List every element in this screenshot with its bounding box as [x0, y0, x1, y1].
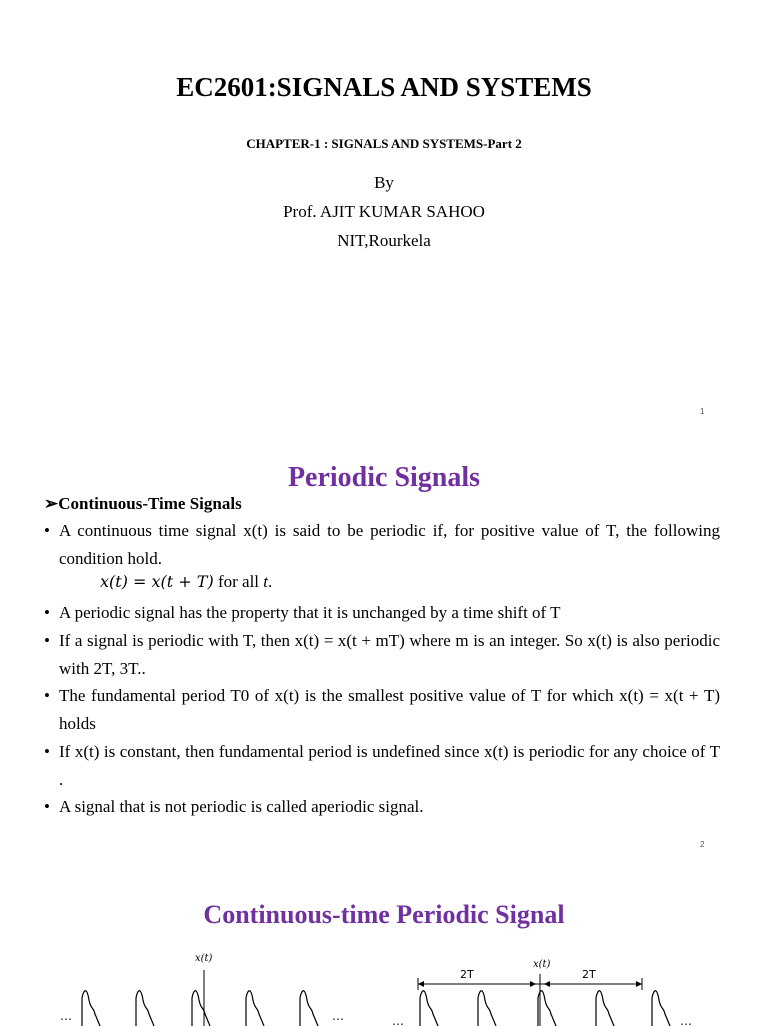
title-slide	[0, 0, 768, 432]
bullet-text: A periodic signal has the property that it is unchanged by a time shift of T	[59, 603, 561, 622]
institution: NIT,Rourkela	[337, 231, 431, 250]
equation-rest: for all	[213, 572, 264, 591]
bullet-item	[44, 793, 720, 821]
pulse-period	[478, 991, 496, 1026]
equation-formula: x(t) = x(t + T)	[100, 572, 214, 591]
arrow-right-icon	[530, 981, 536, 987]
equation-end: .	[268, 572, 273, 591]
arrow-left-icon	[544, 981, 550, 987]
pulse-period	[538, 991, 556, 1026]
page-number: 2	[700, 840, 705, 849]
pulse-period	[300, 991, 318, 1026]
section-label: Continuous-Time Signals	[58, 494, 242, 513]
bullet-dot-icon: •	[44, 521, 50, 540]
periodic-signals-slide	[0, 432, 768, 864]
ellipsis-right: …	[680, 1014, 692, 1026]
pulse-period	[596, 991, 614, 1026]
bullet-item	[44, 627, 720, 682]
page-number: 1	[700, 407, 705, 416]
interval-label: 2T	[460, 968, 474, 981]
chapter-subtitle: CHAPTER-1 : SIGNALS AND SYSTEMS-Part 2	[246, 136, 522, 151]
section-heading	[44, 494, 242, 514]
bullet-item	[44, 738, 720, 793]
interval-label: 2T	[582, 968, 596, 981]
slide-title: Continuous-time Periodic Signal	[203, 900, 565, 929]
bullet-item	[44, 599, 720, 627]
bullet-text: If a signal is periodic with T, then x(t) = x(t + mT) where m is an integer. So x(t) is also periodic with 2T, 3T..	[59, 631, 720, 678]
ellipsis-right: …	[332, 1009, 344, 1023]
bullet-item	[44, 682, 720, 737]
pulse-period	[420, 991, 438, 1026]
ellipsis-left: …	[60, 1009, 72, 1023]
bullet-text: A continuous time signal x(t) is said to be periodic if, for positive value of T, the following condition hold.	[59, 521, 720, 568]
bullet-dot-icon: •	[44, 631, 50, 650]
bullet-dot-icon: •	[44, 797, 50, 816]
axis-label: x(t)	[533, 959, 551, 970]
periodic-waveform	[82, 991, 318, 1026]
ct-periodic-signal-slide	[0, 864, 768, 1024]
right-periodic-plot	[390, 946, 750, 1026]
arrow-left-icon	[418, 981, 424, 987]
arrow-right-icon	[636, 981, 642, 987]
pulse-period	[192, 991, 210, 1026]
pulse-period	[246, 991, 264, 1026]
bullet-text: If x(t) is constant, then fundamental period is undefined since x(t) is periodic for any choice of T .	[59, 742, 720, 789]
periodic-waveform	[420, 991, 670, 1026]
left-periodic-plot	[50, 946, 410, 1026]
ellipsis-left: …	[392, 1014, 404, 1026]
bullet-text: A signal that is not periodic is called aperiodic signal.	[59, 797, 424, 816]
pulse-period	[136, 991, 154, 1026]
pulse-period	[82, 991, 100, 1026]
by-label: By	[374, 173, 394, 192]
course-title: EC2601:SIGNALS AND SYSTEMS	[176, 72, 592, 102]
periodic-equation	[100, 572, 272, 592]
arrow-bullet-icon: ➢	[44, 494, 59, 513]
bullet-item	[44, 517, 720, 572]
pulse-period	[652, 991, 670, 1026]
bullet-text: The fundamental period T0 of x(t) is the smallest positive value of T for which x(t) = x(t + T) holds	[59, 686, 720, 733]
bullet-dot-icon: •	[44, 603, 50, 622]
axis-label: x(t)	[195, 953, 213, 964]
bullet-dot-icon: •	[44, 742, 50, 761]
equation-variable: t	[263, 572, 269, 591]
bullet-dot-icon: •	[44, 686, 50, 705]
slide-title: Periodic Signals	[287, 462, 481, 493]
author-name: Prof. AJIT KUMAR SAHOO	[283, 202, 485, 221]
